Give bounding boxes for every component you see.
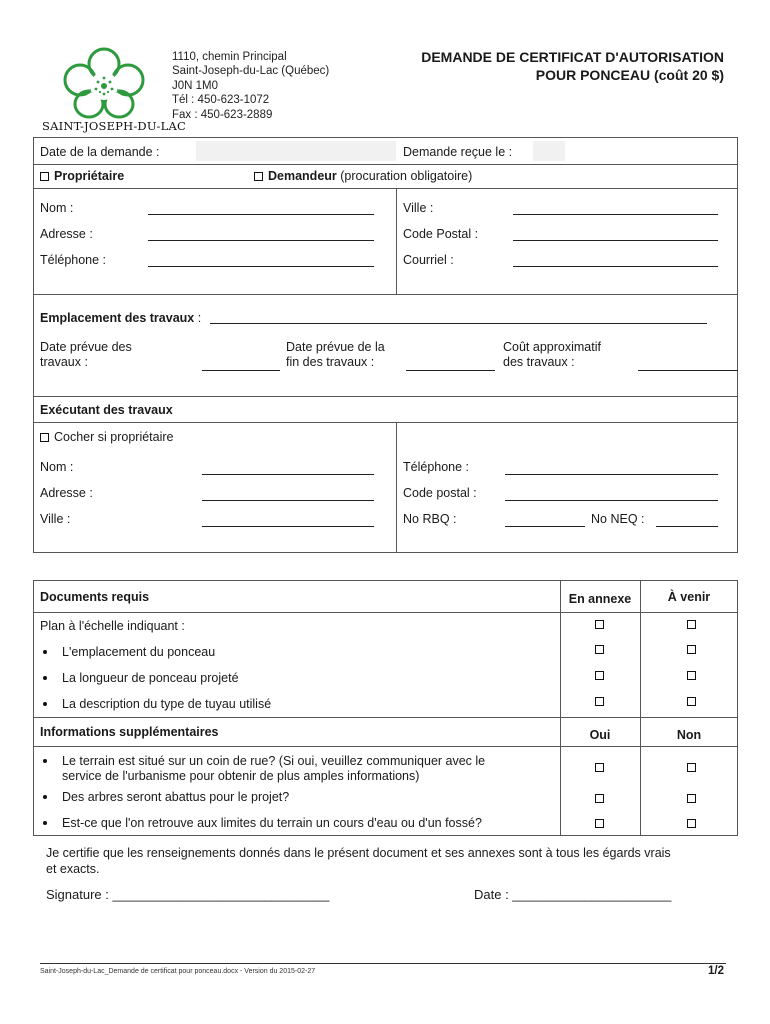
rbq-label: No RBQ : [403, 512, 457, 526]
doc-to-come-checkbox[interactable] [687, 645, 696, 654]
yes-checkbox[interactable] [595, 819, 604, 828]
bullet [43, 795, 47, 799]
contractor-postal-label: Code postal : [403, 486, 477, 500]
column-divider [560, 580, 561, 836]
divider [33, 422, 738, 423]
postal-input[interactable] [513, 240, 718, 241]
doc-annexe-checkbox[interactable] [595, 645, 604, 654]
contractor-owner-checkbox[interactable] [40, 433, 49, 442]
yes-col-header: Oui [589, 728, 611, 742]
bullet [43, 650, 47, 654]
question-watercourse: Est-ce que l'on retrouve aux limites du terrain un cours d'eau ou d'un fossé? [62, 816, 482, 830]
city-input[interactable] [513, 214, 718, 215]
certification-text [46, 845, 736, 877]
start-date-label [40, 340, 132, 370]
contractor-address-input[interactable] [202, 500, 374, 501]
start-date-input[interactable] [202, 370, 280, 371]
contractor-title: Exécutant des travaux [40, 403, 173, 417]
contractor-owner-option[interactable] [40, 430, 174, 445]
address-line: Tél : 450-623-1072 [172, 94, 270, 107]
form-title-line2: POUR PONCEAU (coût 20 $) [535, 67, 724, 83]
address-line: 1110, chemin Principal [172, 51, 287, 63]
no-checkbox[interactable] [687, 763, 696, 772]
page-number: 1/2 [708, 965, 724, 977]
applicant-option[interactable] [254, 169, 472, 184]
address-line: J0N 1M0 [172, 79, 219, 92]
address-line: Saint-Joseph-du-Lac (Québec) [172, 65, 330, 78]
doc-annexe-checkbox[interactable] [595, 671, 604, 680]
divider [33, 396, 738, 397]
address-label: Adresse : [40, 227, 93, 241]
footer-divider [40, 963, 726, 964]
additional-title: Informations supplémentaires [40, 725, 219, 739]
address-line: Fax : 450-623-2889 [172, 108, 273, 121]
contractor-owner-label: Cocher si propriétaire [54, 430, 174, 444]
doc-annexe-checkbox[interactable] [595, 697, 604, 706]
form-title [421, 48, 724, 84]
yes-checkbox[interactable] [595, 794, 604, 803]
logo-text: SAINT-JOSEPH-DU-LAC [42, 119, 186, 133]
end-date-input[interactable] [406, 370, 495, 371]
start-date-label-line2: travaux : [40, 355, 88, 369]
contractor-city-label: Ville : [40, 512, 71, 526]
end-date-label-line1: Date prévue de la [286, 340, 385, 354]
received-date-input[interactable] [533, 141, 565, 161]
start-date-label-line1: Date prévue des [40, 340, 132, 354]
contractor-address-label: Adresse : [40, 486, 93, 500]
request-date-label: Date de la demande : [40, 145, 160, 159]
bullet [43, 702, 47, 706]
rbq-input[interactable] [505, 526, 585, 527]
owner-checkbox[interactable] [40, 172, 49, 181]
received-date-label: Demande reçue le : [403, 145, 513, 159]
flower-logo-icon [58, 44, 150, 120]
document-item: La longueur de ponceau projeté [62, 671, 239, 685]
location-input[interactable] [210, 323, 707, 324]
no-checkbox[interactable] [687, 819, 696, 828]
city-label: Ville : [403, 201, 434, 215]
doc-to-come-checkbox[interactable] [687, 620, 696, 629]
divider [33, 612, 738, 613]
documents-title: Documents requis [40, 590, 150, 604]
divider [33, 294, 738, 295]
divider [33, 746, 738, 747]
question-corner-lot-line1: Le terrain est situé sur un coin de rue? (Si oui, veuillez communiquer avec le [62, 754, 486, 768]
applicant-label: Demandeur [268, 169, 337, 183]
location-colon: : [194, 311, 202, 325]
contractor-phone-input[interactable] [505, 474, 718, 475]
column-divider [396, 422, 397, 553]
certification-line1: Je certifie que les renseignements donnés dans le présent document et ses annexes sont à tous les égards vrais [46, 846, 671, 860]
document-item: L'emplacement du ponceau [62, 645, 216, 659]
name-input[interactable] [148, 214, 374, 215]
contractor-name-input[interactable] [202, 474, 374, 475]
divider [33, 717, 738, 718]
bullet [43, 821, 47, 825]
neq-label: No NEQ : [591, 512, 645, 526]
form-title-line1: DEMANDE DE CERTIFICAT D'AUTORISATION [421, 49, 724, 65]
phone-label: Téléphone : [40, 253, 107, 267]
annexe-col-header: En annexe [568, 592, 632, 606]
end-date-label [286, 340, 385, 370]
request-date-input[interactable] [196, 141, 396, 161]
document-item: Plan à l'échelle indiquant : [40, 619, 185, 633]
applicant-note: (procuration obligatoire) [340, 169, 473, 183]
question-corner-lot-line2: service de l'urbanisme pour obtenir de plus amples informations) [62, 769, 420, 783]
signature-field[interactable]: Signature : ______________________________ [46, 887, 330, 902]
main-form-box [33, 137, 738, 553]
doc-annexe-checkbox[interactable] [595, 620, 604, 629]
column-divider [640, 580, 641, 836]
cost-input[interactable] [638, 370, 738, 371]
document-item: La description du type de tuyau utilisé [62, 697, 272, 711]
address-input[interactable] [148, 240, 374, 241]
phone-input[interactable] [148, 266, 374, 267]
location-label: Emplacement des travaux [40, 311, 195, 325]
question-corner-lot [62, 754, 485, 784]
question-trees: Des arbres seront abattus pour le projet? [62, 790, 290, 804]
location-row [40, 311, 201, 326]
divider [33, 164, 738, 165]
owner-option[interactable] [40, 169, 124, 184]
applicant-checkbox[interactable] [254, 172, 263, 181]
no-checkbox[interactable] [687, 794, 696, 803]
to-come-col-header: À venir [667, 590, 711, 604]
logo [58, 44, 150, 120]
yes-checkbox[interactable] [595, 763, 604, 772]
column-divider [396, 188, 397, 294]
end-date-label-line2: fin des travaux : [286, 355, 375, 369]
signature-date-field[interactable]: Date : ______________________ [474, 887, 672, 902]
certification-line2: et exacts. [46, 862, 100, 876]
footer-file-info: Saint-Joseph-du-Lac_Demande de certificat pour ponceau.docx - Version du 2015-02-27 [40, 968, 316, 975]
address-block [172, 50, 329, 122]
neq-input[interactable] [656, 526, 718, 527]
postal-label: Code Postal : [403, 227, 479, 241]
cost-label-line2: des travaux : [503, 355, 575, 369]
contractor-name-label: Nom : [40, 460, 74, 474]
cost-label [503, 340, 601, 370]
cost-label-line1: Coût approximatif [503, 340, 601, 354]
email-label: Courriel : [403, 253, 454, 267]
divider [33, 188, 738, 189]
doc-to-come-checkbox[interactable] [687, 671, 696, 680]
doc-to-come-checkbox[interactable] [687, 697, 696, 706]
contractor-phone-label: Téléphone : [403, 460, 470, 474]
bullet [43, 759, 47, 763]
email-input[interactable] [513, 266, 718, 267]
no-col-header: Non [676, 728, 702, 742]
name-label: Nom : [40, 201, 74, 215]
bullet [43, 676, 47, 680]
contractor-city-input[interactable] [202, 526, 374, 527]
contractor-postal-input[interactable] [505, 500, 718, 501]
owner-label: Propriétaire [54, 169, 125, 183]
